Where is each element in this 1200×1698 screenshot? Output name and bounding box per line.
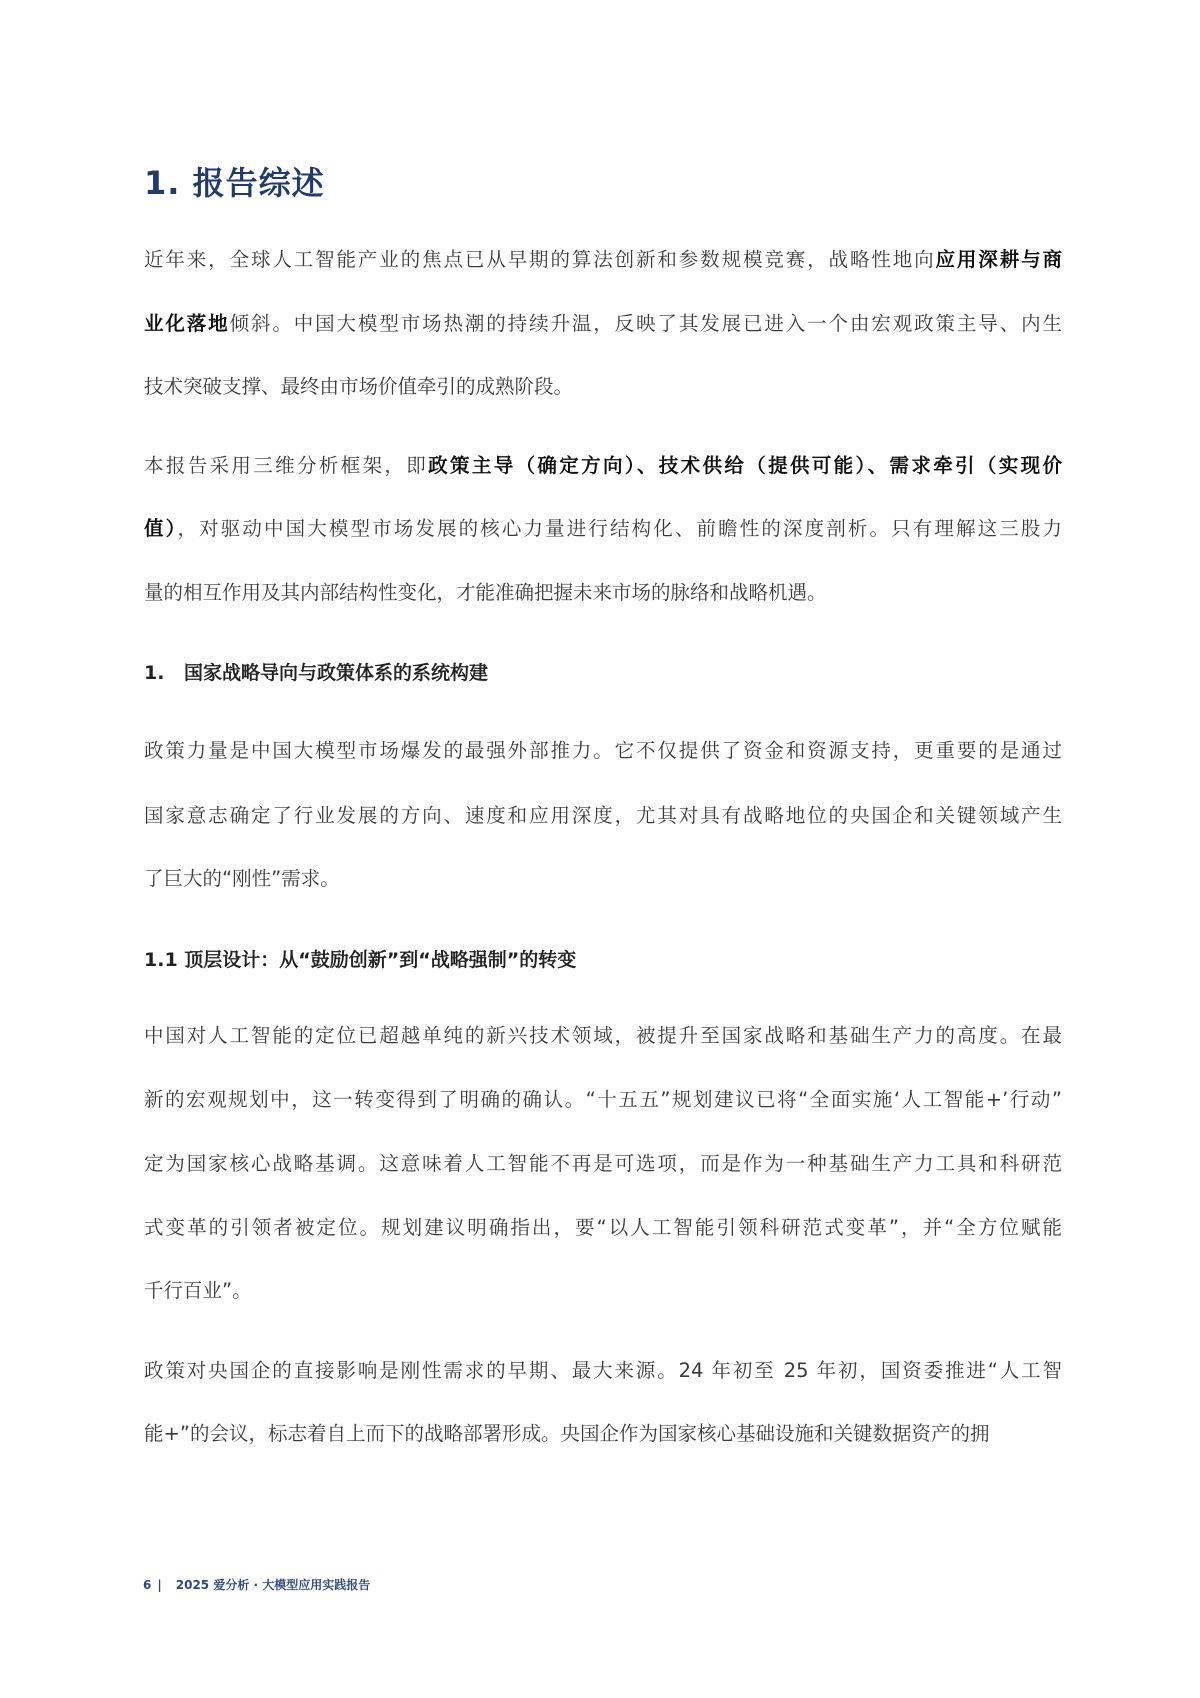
footer-report-title: 2025 爱分析 · 大模型应用实践报告 [175, 1578, 371, 1592]
text-segment: 定为国家核心战略基调。这意味着人工智能不再是可选项，而是作为一种基础生产力工具和科研范 [144, 1152, 1062, 1175]
text-line [144, 451, 1062, 481]
text-segment: 本报告采用三维分析框架，即 [144, 454, 429, 477]
subsection-heading: 1.1 顶层设计：从“鼓励创新”到“战略强制”的转变 [144, 949, 577, 971]
page-footer [143, 1576, 370, 1593]
text-segment: 倾斜。中国大模型市场热潮的持续升温，反映了其发展已进入一个由宏观政策主导、内生 [229, 312, 1062, 335]
text-line [144, 309, 1062, 339]
text-segment: 了巨大的“刚性”需求。 [144, 867, 340, 890]
bold-text: 值） [144, 517, 178, 540]
page-title: 1. 报告综述 [144, 164, 325, 202]
text-line [144, 372, 1062, 402]
text-line [144, 1213, 1062, 1243]
text-segment: 技术突破支撑、最终由市场价值牵引的成熟阶段。 [144, 375, 574, 398]
text-line [144, 1419, 1062, 1449]
text-segment: 政策力量是中国大模型市场爆发的最强外部推力。它不仅提供了资金和资源支持，更重要的是通过 [144, 739, 1062, 762]
text-segment: 能+”的会议，标志着自上而下的战略部署形成。央国企作为国家核心基础设施和关键数据资产的拥 [144, 1422, 990, 1445]
text-segment: 千行百业”。 [144, 1279, 252, 1302]
text-line [144, 1356, 1062, 1386]
text-line [144, 245, 1062, 275]
text-segment: ，对驱动中国大模型市场发展的核心力量进行结构化、前瞻性的深度剖析。只有理解这三股力 [177, 517, 1062, 540]
text-segment: 国家意志确定了行业发展的方向、速度和应用深度，尤其对具有战略地位的央国企和关键领域产生 [144, 804, 1062, 827]
bold-text: 政策主导（确定方向）、技术供给（提供可能）、需求牵引（实现价 [428, 454, 1062, 477]
text-line [144, 1085, 1062, 1115]
section-number: 1. [144, 662, 165, 684]
text-segment: 新的宏观规划中，这一转变得到了明确的确认。“十五五”规划建议已将“全面实施‘人工智能+’行动” [144, 1088, 1062, 1111]
text-segment: 政策对央国企的直接影响是刚性需求的早期、最大来源。24 年初至 25 年初，国资委推进“人工智 [144, 1359, 1062, 1382]
text-segment: 近年来，全球人工智能产业的焦点已从早期的算法创新和参数规模竞赛，战略性地向 [144, 248, 936, 271]
text-line [144, 1149, 1062, 1179]
text-line [144, 864, 1062, 894]
section-heading [144, 658, 1062, 685]
page-number: 6 [143, 1578, 152, 1592]
text-segment: 量的相互作用及其内部结构性变化，才能准确把握未来市场的脉络和战略机遇。 [144, 581, 827, 604]
text-line [144, 801, 1062, 831]
text-segment: 中国对人工智能的定位已超越单纯的新兴技术领域，被提升至国家战略和基础生产力的高度。在最 [144, 1024, 1062, 1047]
text-line [144, 736, 1062, 766]
text-line [144, 514, 1062, 544]
text-segment: 式变革的引领者被定位。规划建议明确指出，要“以人工智能引领科研范式变革”，并“全方位赋能 [144, 1216, 1062, 1239]
bold-text: 业化落地 [144, 312, 230, 335]
footer-separator: | [157, 1578, 162, 1592]
bold-text: 应用深耕与商 [935, 248, 1062, 271]
section-title: 国家战略导向与政策体系的系统构建 [184, 662, 489, 684]
text-line [144, 578, 1062, 608]
text-line [144, 1276, 1062, 1306]
text-line [144, 1021, 1062, 1051]
